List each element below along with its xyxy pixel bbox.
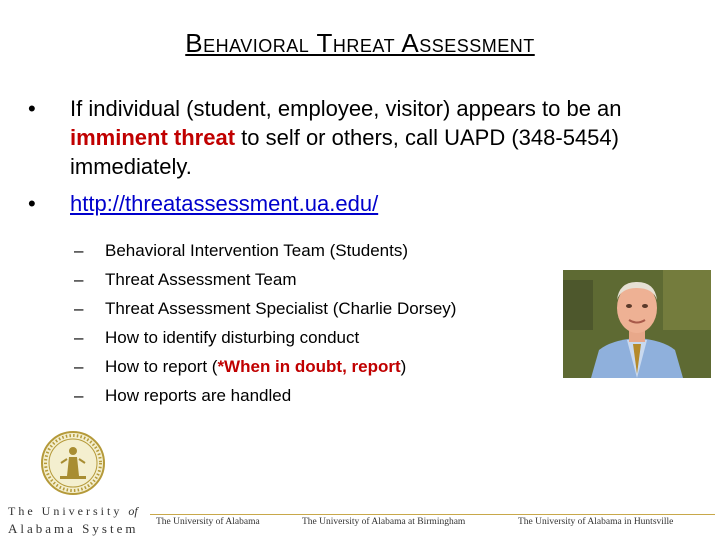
sub-item-label: How to identify disturbing conduct — [105, 328, 360, 347]
dash-icon: – — [74, 299, 84, 318]
person-portrait-icon — [563, 270, 711, 378]
sub-item — [74, 265, 554, 294]
system-line-1 — [8, 503, 138, 520]
sub-item — [74, 236, 554, 265]
bullet-text-part1: If individual (student, employee, visitor) appears to be an — [70, 96, 622, 121]
system-line-2: Alabama System — [8, 521, 139, 536]
dash-icon: – — [74, 328, 84, 347]
campus-birmingham: The University of Alabama at Birmingham — [302, 517, 466, 527]
dash-icon: – — [74, 270, 84, 289]
bullet-link — [28, 189, 668, 218]
sub-item-label: Threat Assessment Specialist (Charlie Dorsey) — [105, 299, 457, 318]
seal-icon — [40, 430, 106, 496]
system-line-1-b: of — [128, 504, 138, 518]
bullet-dot-icon: • — [28, 96, 36, 121]
sub-item — [74, 323, 554, 352]
report-prefix: How to report ( — [105, 357, 218, 376]
dash-icon: – — [74, 386, 84, 405]
system-line-1-a: The University — [8, 504, 123, 518]
university-seal-logo — [40, 430, 106, 496]
bullet-text — [70, 94, 668, 181]
report-suffix: ) — [400, 357, 407, 376]
sub-list — [74, 236, 554, 410]
sub-item-label — [105, 352, 406, 381]
campus-huntsville: The University of Alabama in Huntsville — [518, 517, 674, 527]
imminent-threat-emphasis: imminent threat — [70, 125, 236, 150]
sub-item-label: Behavioral Intervention Team (Students) — [105, 241, 409, 260]
bullet-imminent-threat — [28, 94, 668, 181]
bullet-list — [28, 94, 668, 226]
alabama-system-logo — [8, 503, 138, 537]
dash-icon: – — [74, 241, 84, 260]
sub-item-report — [74, 352, 554, 381]
sub-item-label: Threat Assessment Team — [105, 270, 297, 289]
threat-assessment-link[interactable]: http://threatassessment.ua.edu/ — [70, 191, 379, 216]
footer-divider — [150, 514, 715, 515]
campus-tuscaloosa: The University of Alabama — [156, 517, 260, 527]
dash-icon: – — [74, 357, 84, 376]
specialist-photo — [563, 270, 711, 378]
slide-title: Behavioral Threat Assessment — [185, 28, 535, 58]
bullet-dot-icon: • — [28, 191, 36, 216]
sub-item — [74, 381, 554, 410]
when-in-doubt-emphasis: *When in doubt, report — [217, 357, 401, 376]
sub-item — [74, 294, 554, 323]
sub-item-label: How reports are handled — [105, 386, 292, 405]
bullet-text-part2: to self or others, call UAPD (348-5454) immediately. — [70, 125, 619, 179]
